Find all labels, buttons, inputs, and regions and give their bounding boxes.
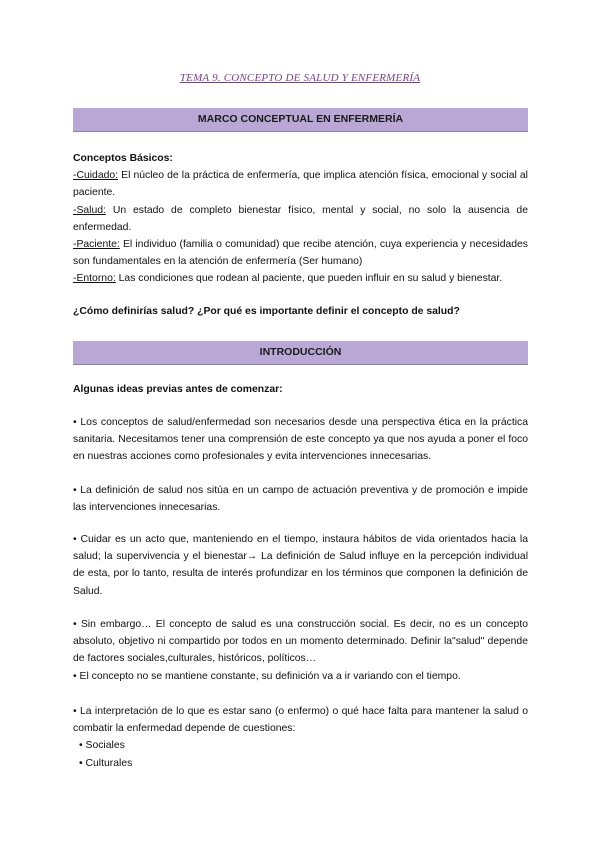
def-paciente: El individuo (familia o comunidad) que recibe atención, cuya experiencia y necesidades son fundamentales en la atención de enfermería (Ser humano) bbox=[73, 239, 528, 268]
term-cuidado: -Cuidado: bbox=[73, 170, 119, 182]
intro-paragraph-1: • Los conceptos de salud/enfermedad son necesarios desde una perspectiva ética en la práctica sanitaria. Necesitamos tener una comprensión de este concepto ya que nos ayuda a poner el foco en nuestras acciones como profesionales y evita intervenciones innecesarias. bbox=[73, 417, 528, 463]
def-entorno: Las condiciones que rodean al paciente, que pueden influir en su salud y bienestar. bbox=[115, 273, 503, 285]
section-header-introduccion: INTRODUCCIÓN bbox=[73, 341, 528, 365]
intro-heading: Algunas ideas previas antes de comenzar: bbox=[73, 384, 283, 395]
conceptos-block bbox=[73, 150, 528, 288]
intro-paragraph-3: • Cuidar es un acto que, manteniendo en el tiempo, instaura hábitos de vida orientados hacia la salud; la supervivencia y el bienestar→ La definición de Salud influye en la percepción individual de esta, por lo tanto, resulta de interés profundizar en los términos que componen la definición de Salud. bbox=[73, 534, 528, 597]
intro-p4-block bbox=[73, 616, 528, 685]
question-block bbox=[73, 303, 528, 320]
def-salud: Un estado de completo bienestar físico, mental y social, no solo la ausencia de enfermedad. bbox=[73, 204, 528, 233]
intro-p2-block bbox=[73, 482, 528, 516]
concepto-cuidado bbox=[73, 167, 528, 201]
intro-p3-block bbox=[73, 531, 528, 600]
concepto-entorno bbox=[73, 270, 528, 287]
intro-paragraph-4: • Sin embargo… El concepto de salud es una construcción social. Es decir, no es un concepto absoluto, objetivo ni compartido por todos en un momento determinado. Definir la"salud" depende de factores sociales,culturales, históricos, políticos… bbox=[73, 619, 528, 665]
def-cuidado: El núcleo de la práctica de enfermería, que implica atención física, emocional y social al paciente. bbox=[73, 170, 528, 199]
term-entorno: -Entorno: bbox=[73, 273, 116, 285]
conceptos-heading: Conceptos Básicos: bbox=[73, 153, 173, 164]
list-item-culturales: • Culturales bbox=[79, 757, 133, 769]
intro-paragraph-6: • La interpretación de lo que es estar sano (o enfermo) o qué hace falta para mantener la salud o combatir la enfermedad depende de cuestiones: bbox=[73, 706, 528, 735]
intro-p6-block bbox=[73, 703, 528, 772]
concepto-paciente bbox=[73, 236, 528, 270]
list-item-sociales: • Sociales bbox=[79, 740, 125, 752]
intro-heading-block bbox=[73, 381, 528, 398]
document-title: TEMA 9. CONCEPTO DE SALUD Y ENFERMERÍA bbox=[179, 72, 421, 84]
question-text: ¿Cómo definirías salud? ¿Por qué es importante definir el concepto de salud? bbox=[73, 306, 460, 317]
intro-paragraph-5: • El concepto no se mantiene constante, su definición va a ir variando con el tiempo. bbox=[73, 670, 461, 682]
concepto-salud bbox=[73, 202, 528, 236]
intro-p1-block bbox=[73, 414, 528, 466]
section-header-marco: MARCO CONCEPTUAL EN ENFERMERÍA bbox=[73, 108, 528, 132]
term-paciente: -Paciente: bbox=[73, 239, 120, 251]
term-salud: -Salud: bbox=[73, 204, 106, 216]
intro-paragraph-2: • La definición de salud nos sitúa en un campo de actuación preventiva y de promoción e impide las intervenciones innecesarias. bbox=[73, 485, 528, 514]
